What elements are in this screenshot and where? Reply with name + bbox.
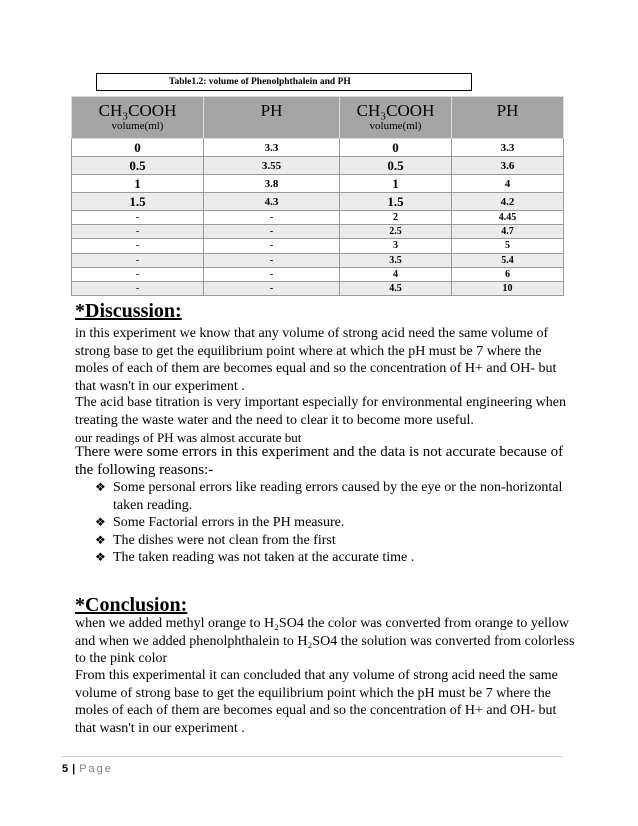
table-cell: 4 [340, 267, 452, 281]
table-cell: 4.3 [204, 193, 340, 211]
list-item: ❖ Some Factorial errors in the PH measure. [95, 515, 345, 530]
table-cell: 1 [72, 175, 204, 193]
table-cell: - [72, 225, 204, 239]
table-cell: - [72, 211, 204, 225]
reasons-list [75, 479, 575, 567]
data-table [71, 96, 564, 296]
table-cell: 3.55 [204, 157, 340, 175]
table-cell: 4 [452, 175, 564, 193]
table-cell: 0.5 [340, 157, 452, 175]
discussion-paragraph-3: our readings of PH was almost accurate but [75, 430, 302, 445]
list-item: ❖ The taken reading was not taken at the accurate time . [95, 550, 415, 565]
table-caption: Table1.2: volume of Phenolphthalein and PH [96, 73, 472, 91]
table-row [72, 281, 564, 295]
diamond-bullet-icon: ❖ [95, 515, 106, 529]
table-cell: - [72, 267, 204, 281]
table-row [72, 239, 564, 253]
table-cell: 2.5 [340, 225, 452, 239]
table-row [72, 139, 564, 157]
header-ph-2: PH [452, 97, 564, 139]
table-cell: 1.5 [340, 193, 452, 211]
table-cell: - [204, 267, 340, 281]
table-cell: 5.4 [452, 253, 564, 267]
table-cell: 0 [340, 139, 452, 157]
table-cell: 1 [340, 175, 452, 193]
table-cell: 6 [452, 267, 564, 281]
table-row [72, 225, 564, 239]
table-cell: 3.6 [452, 157, 564, 175]
footer-divider [62, 756, 562, 757]
table-cell: 1.5 [72, 193, 204, 211]
table-cell: 4.2 [452, 193, 564, 211]
discussion-paragraph-1: in this experiment we know that any volume of strong acid need the same volume of strong base to get the equilibrium point where at which the pH must be 7 where the moles of each of them are becomes equal and so the concentration of H+ and OH- but that wasn't in our experiment . [75, 326, 557, 394]
page-label: Page [79, 763, 113, 775]
table-cell: - [204, 281, 340, 295]
table-cell: 10 [452, 281, 564, 295]
header-ch3cooh-1: CH₃COOH volume(ml) [72, 97, 204, 139]
table-row [72, 267, 564, 281]
discussion-paragraph-2: The acid base titration is very important especially for environmental engineering when treating the waste water and the need to clear it to become more useful. [75, 395, 566, 428]
page-footer [62, 763, 113, 775]
table-cell: 5 [452, 239, 564, 253]
diamond-bullet-icon: ❖ [95, 480, 106, 494]
table-row [72, 193, 564, 211]
page-number: 5 [62, 763, 69, 775]
footer-separator: | [72, 763, 76, 775]
diamond-bullet-icon: ❖ [95, 550, 106, 564]
table-cell: - [72, 281, 204, 295]
diamond-bullet-icon: ❖ [95, 532, 106, 547]
table-cell: - [204, 239, 340, 253]
discussion-heading: *Discussion: [75, 300, 182, 322]
list-item: ❖ The dishes were not clean from the first [95, 532, 336, 548]
table-cell: - [204, 225, 340, 239]
table-row [72, 157, 564, 175]
table-cell: 2 [340, 211, 452, 225]
header-ph-1: PH [204, 97, 340, 139]
table-cell: - [72, 253, 204, 267]
table-cell: - [204, 211, 340, 225]
table-cell: 3.3 [452, 139, 564, 157]
table-cell: 4.7 [452, 225, 564, 239]
table-cell: - [72, 239, 204, 253]
table-cell: 3.5 [340, 253, 452, 267]
table-row [72, 211, 564, 225]
table-cell: 0 [72, 139, 204, 157]
table-row [72, 253, 564, 267]
table-cell: 3.3 [204, 139, 340, 157]
table-cell: 4.5 [340, 281, 452, 295]
table-cell: 0.5 [72, 157, 204, 175]
table-cell: - [204, 253, 340, 267]
table-cell: 3 [340, 239, 452, 253]
list-item: ❖ Some personal errors like reading errors caused by the eye or the non-horizontal taken reading. [95, 480, 563, 513]
conclusion-heading: *Conclusion: [75, 594, 188, 616]
table-row [72, 175, 564, 193]
conclusion-paragraph-2: From this experimental it can concluded that any volume of strong acid need the same volume of strong base to get the equilibrium point which the pH must be 7 where the moles of each of them are becomes equal and so the concentration of H+ and OH- but that wasn't in our experiment . [75, 668, 558, 736]
header-ch3cooh-2: CH₃COOH volume(ml) [340, 97, 452, 139]
conclusion-paragraph-1: when we added methyl orange to H₂SO4 the color was converted from orange to yellow and when we added phenolphthalein to H₂SO4 the solution was converted from colorless to the pink color [75, 616, 575, 666]
table-cell: 3.8 [204, 175, 340, 193]
table-cell: 4.45 [452, 211, 564, 225]
discussion-paragraph-4: There were some errors in this experiment and the data is not accurate because of the following reasons:- [75, 444, 564, 478]
table-header-row [72, 97, 564, 139]
